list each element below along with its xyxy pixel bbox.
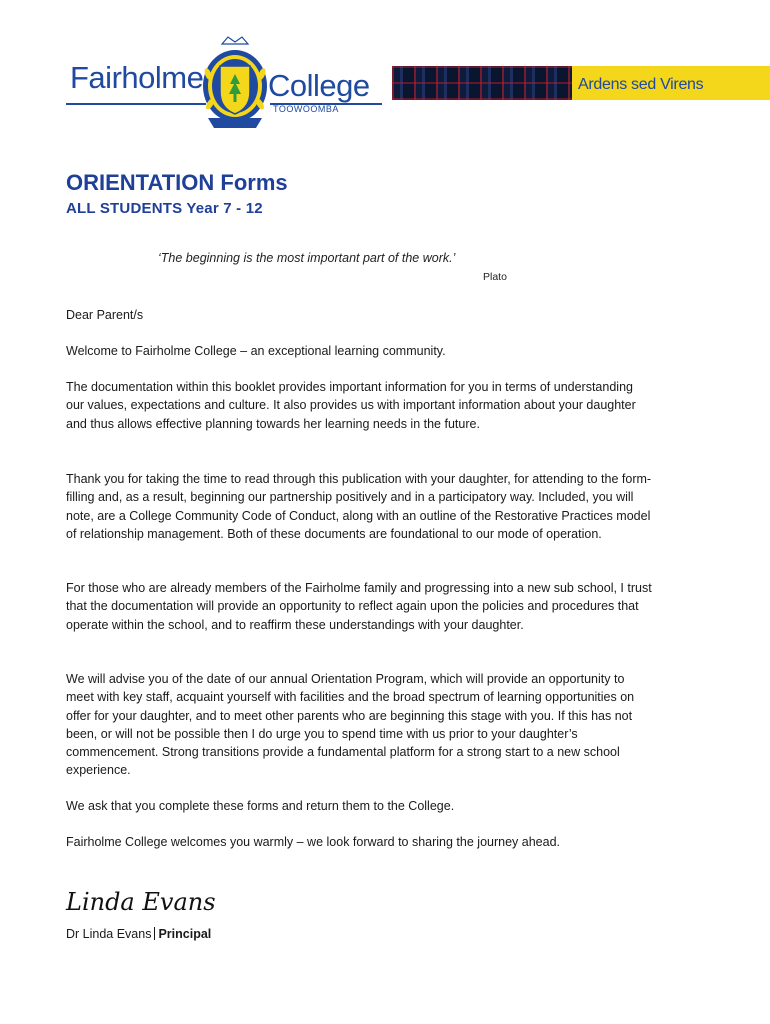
signature-text: Linda Evans	[66, 888, 216, 916]
brand-name-left: Fairholme	[70, 60, 204, 95]
tartan-band	[392, 66, 572, 100]
brand-location: TOOWOOMBA	[273, 104, 339, 114]
paragraph-documentation: The documentation within this booklet provides important information for you in terms of understanding our values, expectations and culture. It also provides us with important information about your daughter and thus allows effective planning towards her learning needs in the future.	[66, 380, 636, 431]
paragraph-welcome: Welcome to Fairholme College – an exceptional learning community.	[66, 344, 446, 358]
brand-name-right: College	[268, 68, 370, 103]
brand-underline-left	[66, 103, 206, 105]
salutation: Dear Parent/s	[66, 308, 144, 322]
college-motto: Ardens sed Virens	[578, 76, 704, 93]
signature-image	[64, 884, 224, 918]
signer	[66, 927, 211, 941]
quote-text: ‘The beginning is the most important part of the work.’	[158, 251, 456, 265]
paragraph-thank-you: Thank you for taking the time to read through this publication with your daughter, for attending to the form-filling and, as a result, beginning our partnership positively and in a participatory way. Included, you will note, are a College Community Code of Conduct, along with an outline of the Restorative Practices model of relationship management. Both of these documents are foundational to our mode of operation.	[66, 472, 652, 541]
paragraph-complete-forms: We ask that you complete these forms and return them to the College.	[66, 799, 455, 813]
quote-author: Plato	[483, 271, 507, 283]
paragraph-existing-families: For those who are already members of the Fairholme family and progressing into a new sub school, I trust that the documentation will provide an opportunity to reflect again upon the policies and procedures that operate within the school, and to reaffirm these understandings with your daughter.	[66, 581, 652, 632]
signer-name: Dr Linda Evans	[66, 927, 152, 941]
letterhead	[0, 0, 770, 130]
page-title: ORIENTATION Forms	[66, 170, 288, 195]
college-crest-icon	[200, 34, 270, 130]
paragraph-orientation-program: We will advise you of the date of our annual Orientation Program, which will provide an opportunity to meet with key staff, acquaint yourself with facilities and the broad spectrum of learning opportunities on offer for your daughter, and to meet other parents who are beginning this stage with you. If this has not been, or will not be possible then I do urge you to spend time with us prior to your daughter’s commencement. Strong transitions provide a fundamental platform for a strong start to a new school experience.	[66, 672, 635, 778]
signer-separator	[154, 927, 155, 940]
paragraph-closing: Fairholme College welcomes you warmly – we look forward to sharing the journey ahead.	[66, 835, 560, 849]
signer-role: Principal	[158, 927, 212, 941]
page-subtitle: ALL STUDENTS Year 7 - 12	[66, 200, 263, 217]
